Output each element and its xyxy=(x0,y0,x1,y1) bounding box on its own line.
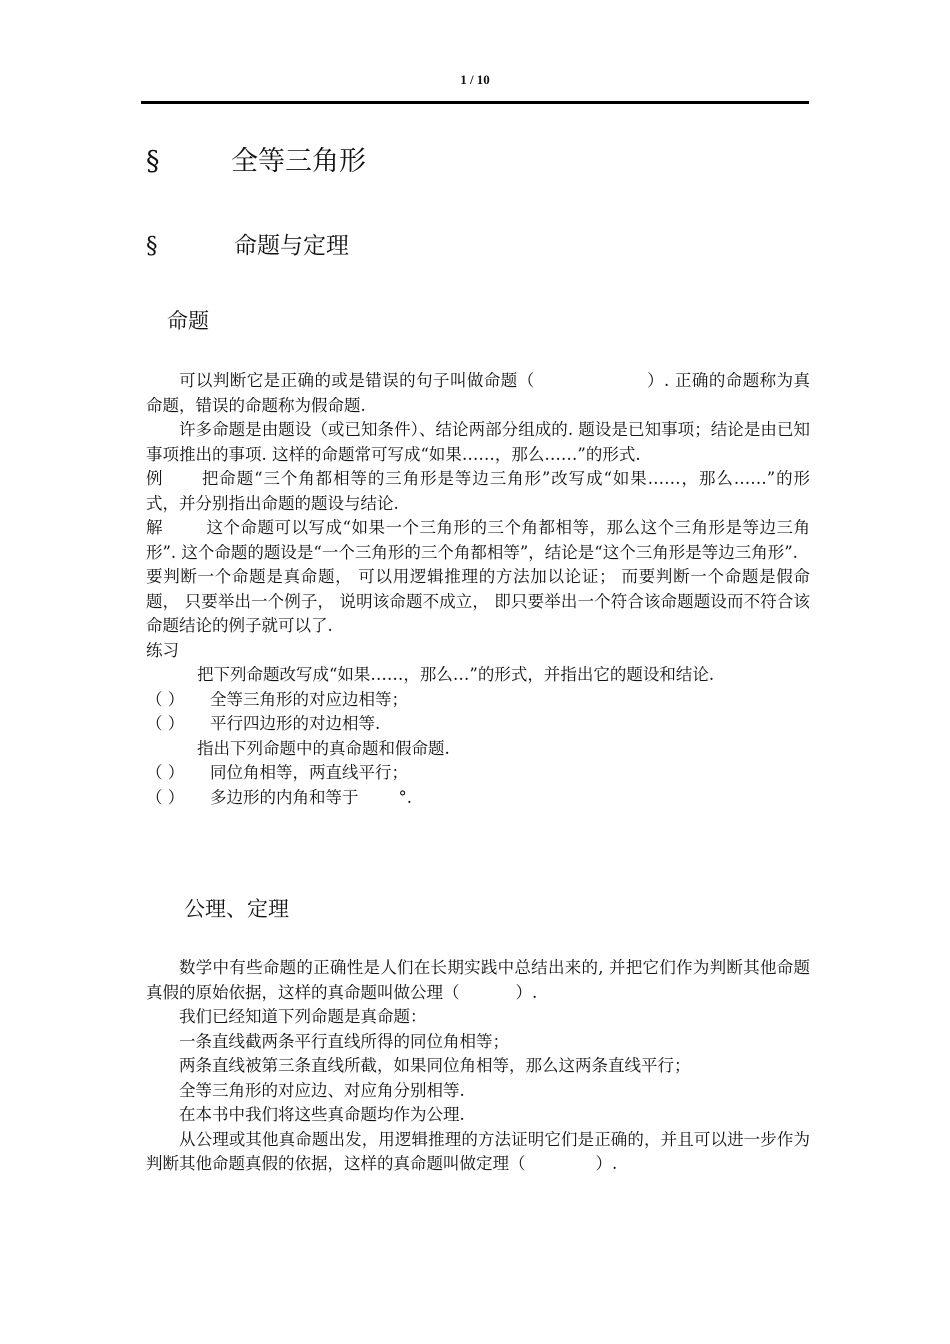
paragraph-text: 可以判断它是正确的或是错误的句子叫做命题（ xyxy=(179,371,535,390)
paragraph: 我们已经知道下列命题是真命题： xyxy=(179,1007,427,1026)
header-rule xyxy=(141,101,809,104)
solution-text: 这个命题可以写成“如果一个三角形的三个角都相等，那么这个三角形是等边三角形”. 这个命题的题设是“一个三角形的三个角都相等”，结论是“这个三角形是等边三角形”. xyxy=(146,518,810,562)
item-number: （ ） xyxy=(146,787,185,807)
paragraph xyxy=(146,1128,810,1177)
axiom-item: 两条直线被第三条直线所截，如果同位角相等，那么这两条直线平行； xyxy=(179,1056,691,1075)
paragraph-text: ）. xyxy=(515,982,538,1002)
example-label: 例 xyxy=(146,469,163,488)
item-number: （ ） xyxy=(146,714,185,733)
item-text: 全等三角形的对应边相等； xyxy=(210,689,408,709)
section-symbol: § xyxy=(146,146,160,177)
paragraph-text: 数学中有些命题的正确性是人们在长期实践中总结出来的, 并把它们作为判断其他命题真假的原始依据，这样的真命题叫做公理（ xyxy=(146,958,810,1002)
exercise-question-1: 把下列命题改写成“如果……，那么…”的形式，并指出它的题设和结论. xyxy=(197,665,715,684)
item-text: 同位角相等，两直线平行； xyxy=(210,763,408,782)
paragraph: 在本书中我们将这些真命题均作为公理. xyxy=(179,1105,465,1124)
item-number: （ ） xyxy=(146,763,185,782)
axioms-body xyxy=(146,956,810,1177)
item-text: 多边形的内角和等于 xyxy=(210,787,359,807)
item-tail: °. xyxy=(398,787,412,807)
example-paragraph xyxy=(146,467,810,516)
chapter-title-text: 全等三角形 xyxy=(231,146,366,177)
axiom-item: 全等三角形的对应边、对应角分别相等. xyxy=(179,1080,465,1100)
paragraph: 许多命题是由题设（或已知条件）、结论两部分组成的. 题设是已知事项；结论是由已知事项推出的事项. 这样的命题常可写成“如果……，那么……”的形式. xyxy=(146,420,810,464)
page-number: 1 / 10 xyxy=(460,72,490,87)
exercise-question-2: 指出下列命题中的真命题和假命题. xyxy=(197,738,450,758)
propositions-body xyxy=(146,369,810,810)
axiom-item: 一条直线截两条平行直线所得的同位角相等； xyxy=(179,1031,509,1051)
paragraph-text: 从公理或其他真命题出发，用逻辑推理的方法证明它们是正确的，并且可以进一步作为判断其他命题真假的依据，这样的真命题叫做定理（ xyxy=(146,1129,810,1173)
chapter-title xyxy=(146,140,366,184)
paragraph-text: ）. xyxy=(595,1154,618,1173)
paragraph xyxy=(146,369,810,418)
solution-paragraph xyxy=(146,516,810,565)
section-symbol: § xyxy=(146,233,158,259)
solution-label: 解 xyxy=(146,518,163,537)
list-item xyxy=(146,712,810,737)
list-item xyxy=(146,761,810,786)
subsection-title-axioms: 公理、定理 xyxy=(184,897,289,921)
item-text: 平行四边形的对边相等. xyxy=(210,714,381,733)
exercise-label: 练习 xyxy=(146,640,179,660)
section-title xyxy=(146,226,349,266)
paragraph: 要判断一个命题是真命题， 可以用逻辑推理的方法加以论证； 而要判断一个命题是假命题， 只要举出一个例子， 说明该命题不成立， 即只要举出一个符合该命题题设而不符合该命题结论的例子就可以了. xyxy=(146,567,810,635)
item-number: （ ） xyxy=(146,689,185,709)
example-text: 把命题“三个角都相等的三角形是等边三角形”改写成“如果……，那么……”的形式，并分别指出命题的题设与结论. xyxy=(146,469,810,513)
paragraph xyxy=(146,956,810,1005)
paragraph-text: ）. 正确的命题称为真命题，错误的命题称为假命题. xyxy=(146,371,811,415)
subsection-title-propositions: 命题 xyxy=(167,309,209,333)
list-item xyxy=(146,786,810,811)
section-title-text: 命题与定理 xyxy=(234,233,349,259)
list-item xyxy=(146,688,810,713)
